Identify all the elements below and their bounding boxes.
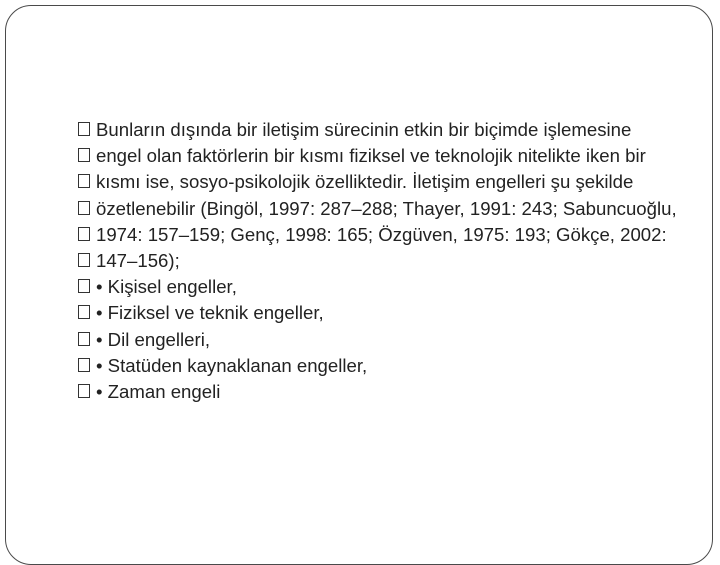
square-bullet-icon: [78, 122, 90, 136]
list-item: [78, 117, 678, 143]
list-item: [78, 169, 678, 195]
square-bullet-icon: [78, 201, 90, 215]
list-item-text: • Dil engelleri,: [96, 328, 210, 350]
list-item: [78, 300, 678, 326]
list-item-text: Bunların dışında bir iletişim sürecinin etkin bir biçimde işlemesine: [96, 119, 632, 140]
list-item: [78, 353, 678, 379]
square-bullet-icon: [78, 305, 90, 319]
list-item-text: 147–156);: [96, 250, 180, 272]
bullet-list: [78, 117, 678, 405]
list-item: [78, 327, 678, 353]
square-bullet-icon: [78, 384, 90, 398]
list-item-text: • Zaman engeli: [96, 381, 221, 403]
list-item-text: özetlenebilir (Bingöl, 1997: 287–288; Thayer, 1991: 243; Sabuncuoğlu,: [96, 197, 677, 219]
square-bullet-icon: [78, 253, 90, 267]
list-item: [78, 248, 678, 274]
square-bullet-icon: [78, 148, 90, 162]
list-item-text: kısmı ise, sosyo-psikolojik özelliktedir. İletişim engelleri şu şekilde: [96, 171, 634, 193]
list-item: [78, 274, 678, 300]
list-item: [78, 143, 678, 169]
list-item: [78, 196, 678, 222]
list-item-text: engel olan faktörlerin bir kısmı fiziksel ve teknolojik nitelikte iken bir: [96, 145, 646, 167]
list-item-text: • Fiziksel ve teknik engeller,: [96, 302, 324, 324]
list-item-text: 1974: 157–159; Genç, 1998: 165; Özgüven, 1975: 193; Gökçe, 2002:: [96, 223, 667, 245]
list-item: [78, 379, 678, 405]
square-bullet-icon: [78, 174, 90, 188]
square-bullet-icon: [78, 279, 90, 293]
list-item-text: • Statüden kaynaklanan engeller,: [96, 354, 368, 376]
list-item-text: • Kişisel engeller,: [96, 276, 237, 298]
square-bullet-icon: [78, 332, 90, 346]
square-bullet-icon: [78, 358, 90, 372]
list-item: [78, 222, 678, 248]
square-bullet-icon: [78, 227, 90, 241]
